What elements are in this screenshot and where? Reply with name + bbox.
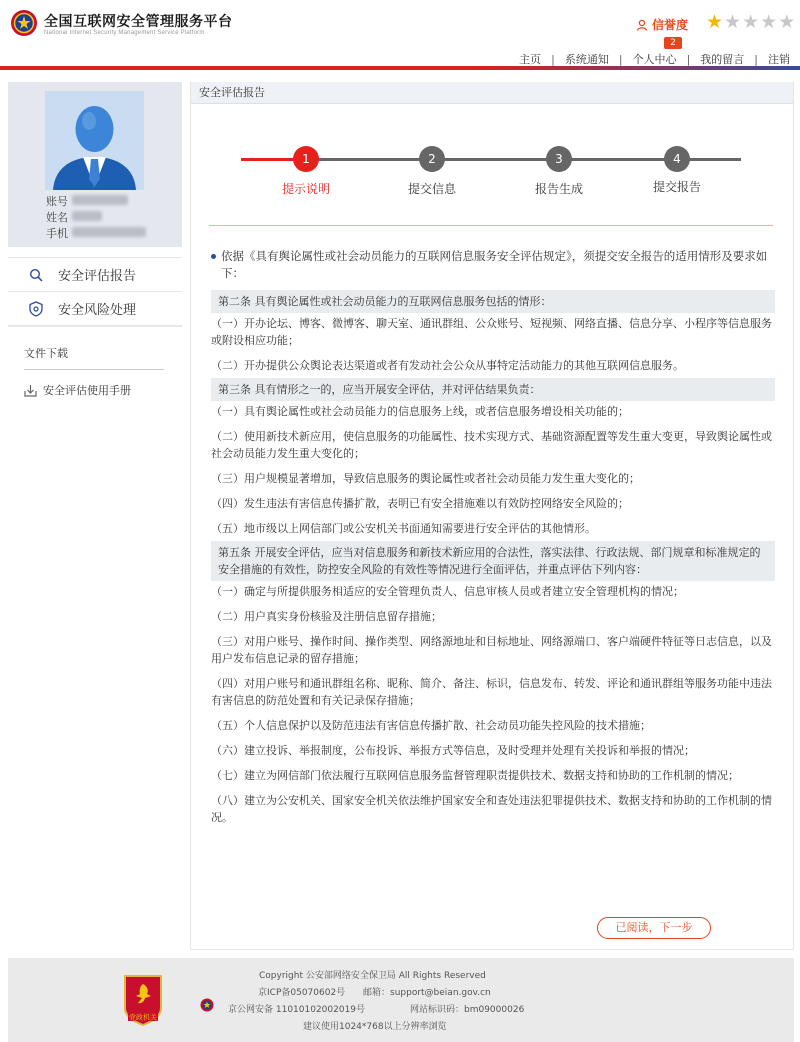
footer	[8, 958, 794, 1042]
section-item: （三）用户规模显著增加，导致信息服务的舆论属性或者社会动员能力发生重大变化的；	[211, 472, 640, 485]
panel-title: 安全评估报告	[191, 82, 793, 104]
star-empty-icon: ★	[724, 11, 742, 33]
step-4-circle: 4	[664, 146, 690, 172]
star-empty-icon: ★	[778, 11, 796, 33]
police-emblem-icon	[200, 998, 214, 1012]
header	[0, 0, 800, 66]
step-2-circle: 2	[419, 146, 445, 172]
nav-separator: |	[551, 52, 555, 66]
guidelines-content	[211, 248, 775, 834]
credit-count-badge: 2	[664, 37, 682, 49]
sidebar	[8, 82, 182, 398]
section-item: （二）使用新技术新应用，使信息服务的功能属性、技术实现方式、基础资源配置等发生重大变更，导致舆论属性或社会动员能力发生重大变化的；	[211, 430, 772, 460]
nav-separator: |	[754, 52, 758, 66]
user-icon	[636, 19, 648, 31]
step-4-label: 提交报告	[652, 180, 702, 194]
phone-row	[46, 225, 146, 241]
read-next-button[interactable]: 已阅读，下一步	[597, 917, 711, 939]
progress-steps	[241, 144, 741, 204]
phone-label: 手机	[46, 227, 68, 240]
government-agency-badge-icon[interactable]	[121, 972, 165, 1026]
default-avatar-icon	[45, 91, 144, 190]
credit-indicator	[636, 16, 688, 33]
section-item: （五）地市级以上网信部门或公安机关书面通知需要进行安全评估的其他情形。	[211, 522, 596, 535]
footer-psb-record[interactable]: 京公网安备 11010102002019号	[228, 1005, 366, 1015]
section-item: （五）个人信息保护以及防范违法有害信息传播扩散、社会动员功能失控风险的技术措施；	[211, 719, 651, 732]
section-heading: 第三条 具有情形之一的，应当开展安全评估，并对评估结果负责：	[211, 378, 775, 401]
footer-site-id: 网站标识码：bm09000026	[410, 1005, 525, 1015]
top-nav	[519, 51, 790, 67]
section-item: （二）用户真实身份核验及注册信息留存措施；	[211, 610, 442, 623]
nav-logout[interactable]: 注销	[768, 53, 790, 66]
section-item: （七）建立为网信部门依法履行互联网信息服务监督管理职责提供技术、数据支持和协助的工作机制的情况；	[211, 769, 739, 782]
section-item: （一）具有舆论属性或社会动员能力的信息服务上线，或者信息服务增设相关功能的；	[211, 405, 629, 418]
shield-icon	[28, 301, 44, 317]
download-manual-link[interactable]	[24, 382, 182, 398]
credit-label: 信誉度	[652, 18, 689, 32]
footer-copyright: Copyright 公安部网络安全保卫局 All Rights Reserved	[259, 971, 486, 981]
credit-stars	[706, 12, 795, 32]
sidebar-item-security-report[interactable]	[8, 258, 182, 292]
download-icon	[24, 384, 37, 397]
section-item: （三）对用户账号、操作时间、操作类型、网络源地址和目标地址、网络源端口、客户端硬件特征等日志信息，以及用户发布信息记录的留存措施；	[211, 635, 772, 665]
section-item: （一）确定与所提供服务相适应的安全管理负责人、信息审核人员或者建立安全管理机构的情况；	[211, 585, 684, 598]
sidebar-item-label: 安全风险处理	[58, 303, 137, 318]
step-2-label: 提交信息	[407, 182, 457, 196]
sidebar-item-label: 安全评估报告	[58, 269, 137, 284]
step-1-circle: 1	[293, 146, 319, 172]
section-item: （四）对用户账号和通讯群组名称、昵称、简介、备注、标识，信息发布、转发、评论和通讯群组等服务功能中违法有害信息的防范处置和有关记录保存措施；	[211, 677, 772, 707]
side-menu	[8, 257, 182, 327]
section-heading: 第二条 具有舆论属性或社会动员能力的互联网信息服务包括的情形：	[211, 290, 775, 313]
name-row	[46, 209, 102, 225]
footer-email[interactable]: 邮箱：support@beian.gov.cn	[363, 988, 491, 998]
search-icon	[28, 267, 44, 283]
site-title[interactable]: 全国互联网安全管理服务平台	[44, 14, 233, 30]
star-filled-icon: ★	[706, 11, 724, 33]
site-subtitle: National Internet Security Management Service Platform	[44, 30, 205, 36]
star-empty-icon: ★	[742, 11, 760, 33]
police-emblem-icon	[10, 9, 38, 37]
account-value-masked	[72, 195, 128, 205]
section-item: （一）开办论坛、博客、微博客、聊天室、通讯群组、公众账号、短视频、网络直播、信息分享、小程序等信息服务或附设相应功能；	[211, 317, 772, 347]
profile-card	[8, 82, 182, 247]
nav-separator: |	[686, 52, 691, 66]
nav-notifications[interactable]: 系统通知	[564, 53, 609, 66]
section-item: （八）建立为公安机关、国家安全机关依法维护国家安全和查处违法犯罪提供技术、数据支持和协助的工作机制的情况。	[211, 794, 772, 824]
account-label: 账号	[46, 195, 68, 208]
name-label: 姓名	[46, 211, 68, 224]
phone-value-masked	[72, 227, 146, 237]
steps-divider	[209, 225, 773, 226]
section-heading: 第五条 开展安全评估，应当对信息服务和新技术新应用的合法性，落实法律、行政法规、部门规章和标准规定的安全措施的有效性，防控安全风险的有效性等情况进行全面评估，并重点评估下列内容：	[211, 541, 775, 581]
main-panel	[190, 82, 794, 950]
download-item-label: 安全评估使用手册	[43, 384, 131, 397]
account-row	[46, 193, 128, 209]
download-section-title: 文件下载	[24, 345, 164, 370]
section-item: （二）开办提供公众舆论表达渠道或者有发动社会公众从事特定活动能力的其他互联网信息服务。	[211, 359, 684, 372]
step-3-circle: 3	[546, 146, 572, 172]
nav-home[interactable]: 主页	[519, 53, 542, 66]
section-item: （四）发生违法有害信息传播扩散，表明已有安全措施难以有效防控网络安全风险的；	[211, 497, 629, 510]
guidelines-lead: 依据《具有舆论属性或社会动员能力的互联网信息服务安全评估规定》，须提交安全报告的适用情形及要求如下：	[211, 248, 775, 282]
avatar[interactable]	[45, 91, 144, 190]
sidebar-item-risk-handling[interactable]	[8, 292, 182, 326]
nav-separator: |	[618, 52, 623, 66]
name-value-masked	[72, 211, 102, 221]
nav-my-messages[interactable]: 我的留言	[700, 53, 745, 66]
step-3-label: 报告生成	[534, 182, 584, 196]
footer-icp[interactable]: 京ICP备05070602号	[258, 988, 346, 998]
header-accent-bar	[0, 66, 800, 70]
nav-personal-center[interactable]: 个人中心	[632, 53, 677, 66]
section-item: （六）建立投诉、举报制度，公布投诉、举报方式等信息，及时受理并处理有关投诉和举报的情况；	[211, 744, 695, 757]
footer-resolution-tip: 建议使用1024*768以上分辨率浏览	[303, 1022, 447, 1032]
badge-text: 党政机关	[129, 1013, 157, 1022]
step-1-label: 提示说明	[281, 182, 331, 196]
star-empty-icon: ★	[760, 11, 778, 33]
